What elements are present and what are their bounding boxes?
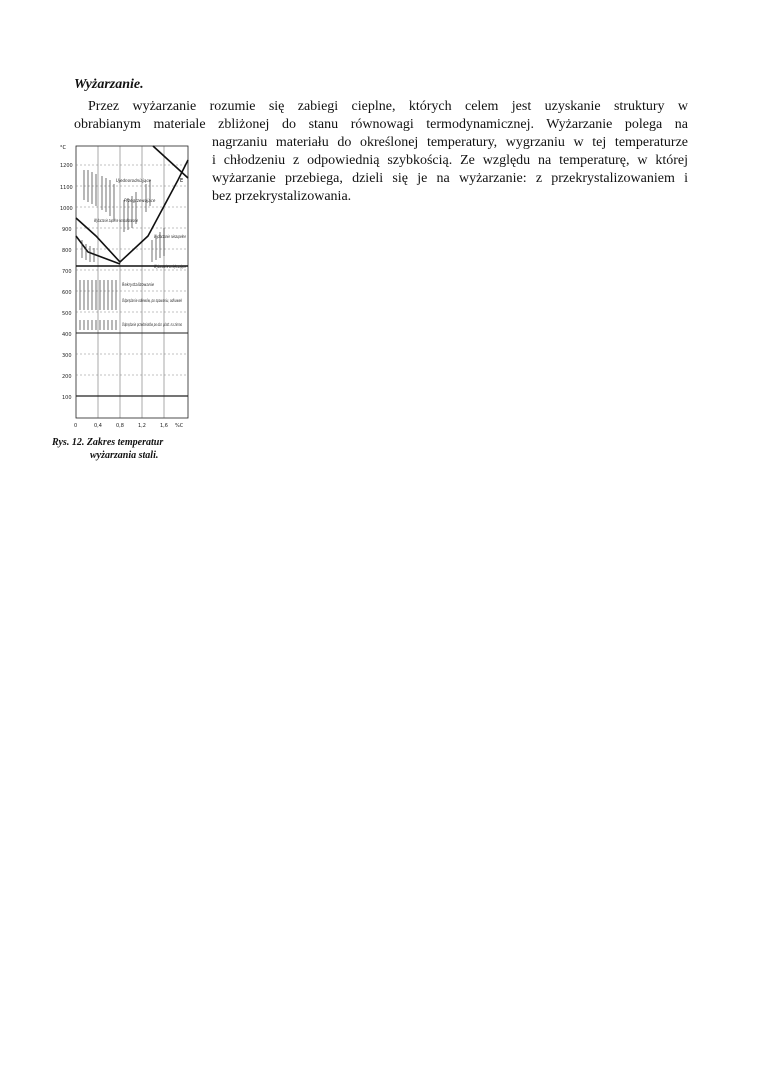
region-label-incomplete: Wyżarzanie niezupełne (154, 234, 187, 239)
y-tick: 500 (62, 311, 72, 317)
annealing-diagram (58, 140, 198, 430)
y-unit-label: °C (60, 145, 66, 151)
y-tick: 1000 (60, 206, 73, 212)
caption-line-1: Rys. 12. Zakres temperatur (52, 437, 164, 448)
y-tick: 800 (62, 248, 72, 254)
y-tick: 100 (62, 395, 72, 401)
region-label-homogenizing: Ujednorodniające (116, 178, 151, 183)
wrapped-line-4: bez przekrystalizowania. (212, 189, 352, 204)
y-tick: 900 (62, 227, 72, 233)
region-label-recrystallizing: Rekrystalizowanie (122, 282, 155, 287)
paragraph-line-2: obrabianym materiale zbliżonej do stanu równowagi termodynamicznej. Wyżarzanie polega na (74, 117, 688, 132)
y-tick: 300 (62, 353, 72, 359)
y-tick: 700 (62, 269, 72, 275)
x-tick: 0 (74, 423, 78, 429)
wrapped-line-1: nagrzaniu materiału do określonej temperatury, wygrzaniu w tej temperaturze (212, 135, 688, 150)
y-tick: 400 (62, 332, 72, 338)
corner-label: E (180, 178, 184, 184)
region-label-normalizing: Wyżarzanie zupełne normalizowanie (94, 218, 139, 223)
section-heading: Wyżarzanie. (74, 77, 144, 92)
y-tick: 1100 (60, 185, 73, 191)
region-label-after-cold: Odprężanie przedmiotów po obr. plast. na zimno (122, 322, 183, 327)
y-tick: 600 (62, 290, 72, 296)
caption-line-2: wyżarzania stali. (90, 450, 159, 461)
paragraph-line-1: Przez wyżarzanie rozumie się zabiegi cieplne, których celem jest uzyskanie struktury w (88, 99, 688, 114)
y-tick: 1200 (60, 163, 73, 169)
wrapped-paragraph (212, 134, 688, 206)
region-label-spheroidizing: Wyżarzanie zmiękczające (154, 264, 187, 269)
wrapped-line-3: wyżarzanie przebiega, dzieli się je na wyżarzanie: z przekrystalizowaniem i (212, 171, 688, 186)
wrapped-line-2: i chłodzeniu z odpowiednią szybkością. Ze względu na temperaturę, w której (212, 153, 688, 168)
figure-caption (52, 436, 182, 462)
x-tick: 1,6 (160, 423, 168, 429)
x-unit-label: %C (175, 423, 184, 429)
region-label-stress-relief: Odprężanie odlewów, po spawaniu, odkuwek (122, 298, 183, 303)
region-label-full: Przegrzewające (124, 198, 156, 203)
y-tick: 200 (62, 374, 72, 380)
x-tick: 1,2 (138, 423, 146, 429)
x-tick: 0,8 (116, 423, 124, 429)
x-tick: 0,4 (94, 423, 102, 429)
